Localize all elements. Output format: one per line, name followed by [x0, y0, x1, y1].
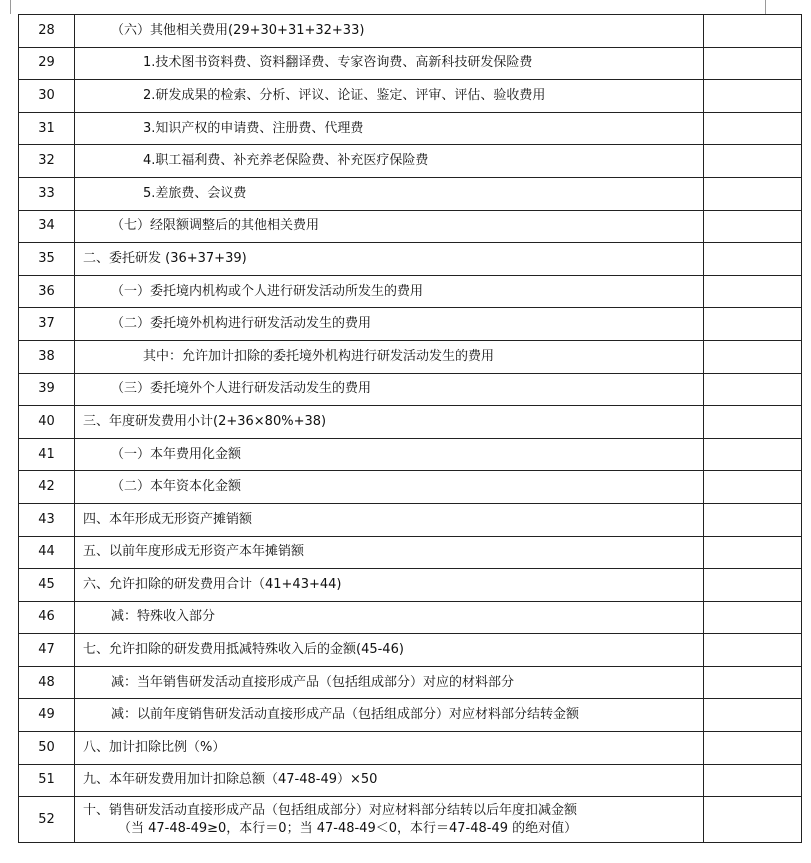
amount-cell[interactable] [704, 177, 802, 210]
amount-cell[interactable] [704, 308, 802, 341]
amount-cell[interactable] [704, 536, 802, 569]
row-number: 37 [19, 308, 75, 341]
table-row [19, 112, 802, 145]
table-row [19, 80, 802, 113]
row-label: 其中：允许加计扣除的委托境外机构进行研发活动发生的费用 [143, 348, 495, 364]
row-number: 39 [19, 373, 75, 406]
row-number: 36 [19, 275, 75, 308]
amount-cell[interactable] [704, 503, 802, 536]
row-label: 十、销售研发活动直接形成产品（包括组成部分）对应材料部分结转以后年度扣减金额 [83, 802, 578, 818]
table-row [19, 471, 802, 504]
row-label: （二）本年资本化金额 [111, 479, 242, 495]
amount-cell[interactable] [704, 210, 802, 243]
table-row [19, 177, 802, 210]
amount-cell[interactable] [704, 406, 802, 439]
table-row [19, 699, 802, 732]
row-label: 2.研发成果的检索、分析、评议、论证、鉴定、评审、评估、验收费用 [143, 87, 546, 103]
row-number: 38 [19, 340, 75, 373]
row-number: 43 [19, 503, 75, 536]
amount-cell[interactable] [704, 340, 802, 373]
row-number: 29 [19, 47, 75, 80]
table-row [19, 634, 802, 667]
amount-cell[interactable] [704, 275, 802, 308]
row-number: 34 [19, 210, 75, 243]
row-number: 50 [19, 732, 75, 765]
table-row [19, 536, 802, 569]
row-number: 31 [19, 112, 75, 145]
row-label: 1.技术图书资料费、资料翻译费、专家咨询费、高新科技研发保险费 [143, 55, 533, 71]
amount-cell[interactable] [704, 634, 802, 667]
row-number: 42 [19, 471, 75, 504]
amount-cell[interactable] [704, 145, 802, 178]
table-row [19, 145, 802, 178]
table-row [19, 666, 802, 699]
table-row [19, 601, 802, 634]
row-number: 30 [19, 80, 75, 113]
row-label: 三、年度研发费用小计(2+36×80%+38) [83, 413, 327, 429]
amount-cell[interactable] [704, 112, 802, 145]
table-row [19, 308, 802, 341]
table-row [19, 373, 802, 406]
table-row [19, 797, 802, 843]
table-row [19, 243, 802, 276]
table-row [19, 275, 802, 308]
amount-cell[interactable] [704, 15, 802, 48]
table-row [19, 569, 802, 602]
row-label: 3.知识产权的申请费、注册费、代理费 [143, 120, 364, 136]
row-label: （七）经限额调整后的其他相关费用 [111, 218, 320, 234]
row-label: 减：以前年度销售研发活动直接形成产品（包括组成部分）对应材料部分结转金额 [111, 707, 580, 723]
row-label: 五、以前年度形成无形资产本年摊销额 [83, 544, 305, 560]
row-label: 九、本年研发费用加计扣除总额（47-48-49）×50 [83, 772, 378, 788]
row-label: 四、本年形成无形资产摊销额 [83, 511, 253, 527]
row-label: 八、加计扣除比例（%） [83, 739, 226, 755]
amount-cell[interactable] [704, 732, 802, 765]
row-number: 45 [19, 569, 75, 602]
page-corner-mark-left [10, 0, 11, 14]
row-number: 35 [19, 243, 75, 276]
row-label: 六、允许扣除的研发费用合计（41+43+44) [83, 576, 342, 592]
amount-cell[interactable] [704, 666, 802, 699]
table-row [19, 406, 802, 439]
amount-cell[interactable] [704, 699, 802, 732]
row-number: 52 [19, 797, 75, 843]
row-number: 28 [19, 15, 75, 48]
row-number: 46 [19, 601, 75, 634]
table-row [19, 438, 802, 471]
amount-cell[interactable] [704, 569, 802, 602]
amount-cell[interactable] [704, 601, 802, 634]
table-row [19, 47, 802, 80]
row-number: 48 [19, 666, 75, 699]
row-number: 47 [19, 634, 75, 667]
row-number: 49 [19, 699, 75, 732]
row-label-note: （当 47-48-49≥0，本行＝0；当 47-48-49＜0，本行＝47-48-49 的绝对值） [118, 820, 578, 836]
table-row [19, 764, 802, 797]
table-row [19, 210, 802, 243]
amount-cell[interactable] [704, 797, 802, 843]
table-row [19, 15, 802, 48]
row-label: 减：特殊收入部分 [111, 609, 216, 625]
rd-expense-table [18, 14, 802, 843]
amount-cell[interactable] [704, 243, 802, 276]
table-row [19, 732, 802, 765]
row-label: 减：当年销售研发活动直接形成产品（包括组成部分）对应的材料部分 [111, 674, 515, 690]
amount-cell[interactable] [704, 438, 802, 471]
amount-cell[interactable] [704, 471, 802, 504]
row-number: 51 [19, 764, 75, 797]
table-row [19, 340, 802, 373]
page-corner-mark-right [765, 0, 766, 14]
row-label: 5.差旅费、会议费 [143, 185, 247, 201]
row-number: 40 [19, 406, 75, 439]
row-label: （三）委托境外个人进行研发活动发生的费用 [111, 381, 372, 397]
amount-cell[interactable] [704, 764, 802, 797]
amount-cell[interactable] [704, 373, 802, 406]
amount-cell[interactable] [704, 47, 802, 80]
row-label: （一）委托境内机构或个人进行研发活动所发生的费用 [111, 283, 424, 299]
row-number: 41 [19, 438, 75, 471]
row-label: 二、委托研发 (36+37+39) [83, 250, 247, 266]
row-label: 4.职工福利费、补充养老保险费、补充医疗保险费 [143, 153, 429, 169]
row-label: （六）其他相关费用(29+30+31+32+33) [111, 22, 365, 38]
row-label: 七、允许扣除的研发费用抵减特殊收入后的金额(45-46) [83, 642, 404, 658]
row-label: （一）本年费用化金额 [111, 446, 242, 462]
amount-cell[interactable] [704, 80, 802, 113]
row-number: 32 [19, 145, 75, 178]
table-row [19, 503, 802, 536]
row-number: 33 [19, 177, 75, 210]
row-number: 44 [19, 536, 75, 569]
row-label: （二）委托境外机构进行研发活动发生的费用 [111, 316, 372, 332]
